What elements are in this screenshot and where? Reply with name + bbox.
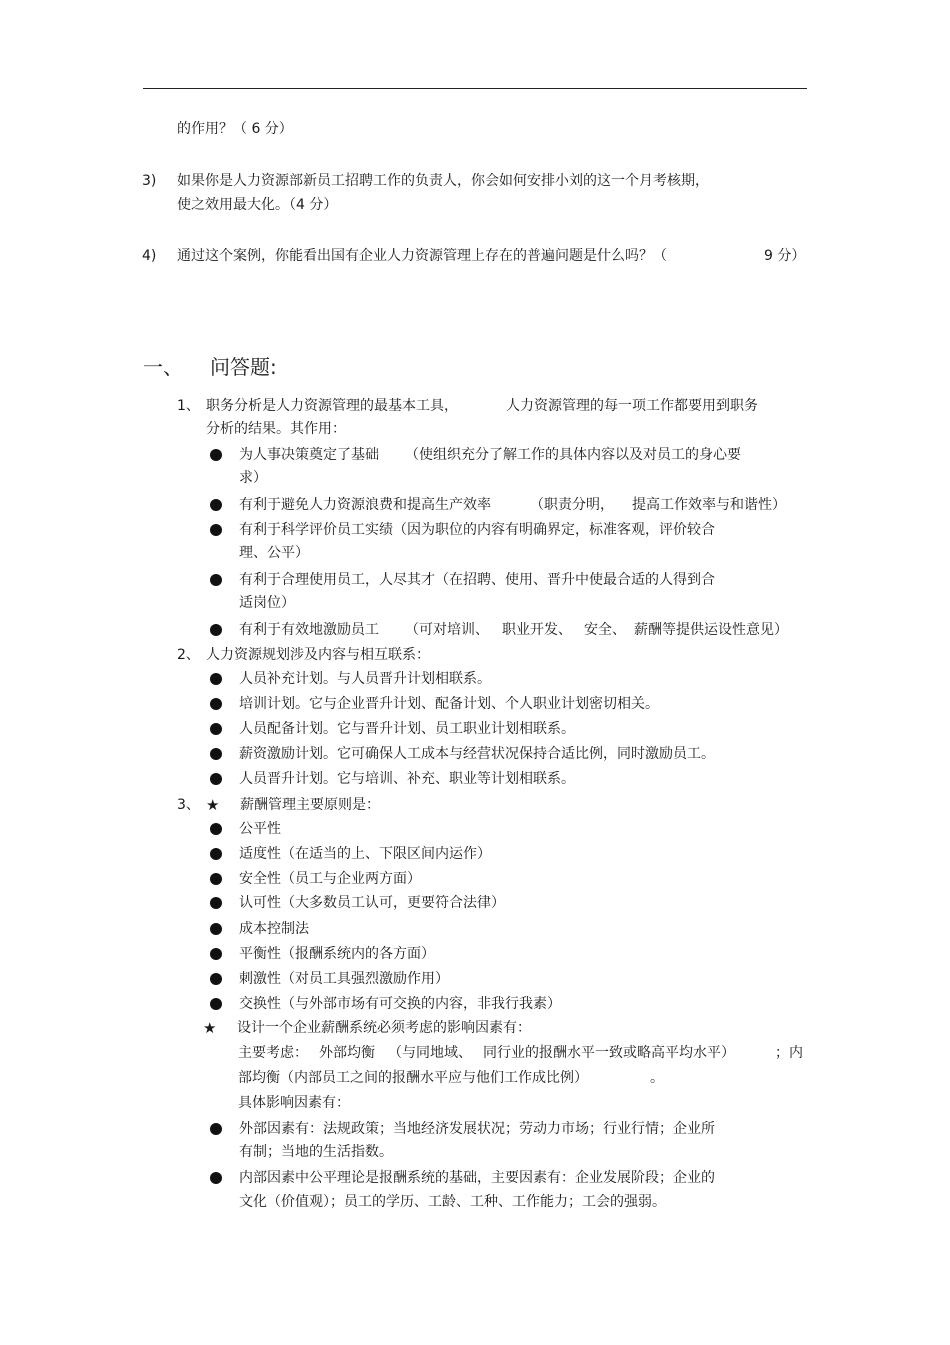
list-item: 安全性（员工与企业两方面） <box>239 871 421 887</box>
item1-b2c: 提高工作效率与和谐性） <box>632 497 786 513</box>
main-consider-e: ；内 <box>775 1045 803 1061</box>
external-factors-line2: 有制；当地的生活指数。 <box>239 1144 393 1160</box>
item1-b1b: （使组织充分了解工作的具体内容以及对员工的身心要 <box>405 447 741 463</box>
main-consider-d: 同行业的报酬水平一致或略高平均水平） <box>483 1045 735 1061</box>
internal-factors-line1: 内部因素中公平理论是报酬系统的基础，主要因素有：企业发展阶段；企业的 <box>239 1170 715 1186</box>
bullet-icon <box>208 719 222 739</box>
item1-b4b: 适岗位） <box>239 595 295 611</box>
list-item: 薪资激励计划。它可确保人工成本与经营状况保持合适比例，同时激励员工。 <box>239 746 715 762</box>
list-item: 交换性（与外部市场有可交换的内容，非我行我素） <box>239 996 561 1012</box>
item1-b2a: 有利于避免人力资源浪费和提高生产效率 <box>239 497 491 513</box>
list-item: 认可性（大多数员工认可，更要符合法律） <box>239 895 505 911</box>
bullet-icon <box>208 669 222 689</box>
bullet-icon <box>208 893 222 913</box>
list-item: 公平性 <box>239 821 281 837</box>
bullet-icon <box>208 919 222 939</box>
list-item: 成本控制法 <box>239 921 309 937</box>
bullet-icon <box>208 869 222 889</box>
bullet-icon <box>208 570 222 590</box>
bullet-icon <box>208 495 222 515</box>
main-consider-line2-end: 。 <box>650 1070 664 1086</box>
bullet-icon <box>208 694 222 714</box>
star-icon: ★ <box>206 796 220 814</box>
bullet-icon <box>208 1119 222 1139</box>
item3-title: 薪酬管理主要原则是： <box>240 797 380 813</box>
q3-line2: 使之效用最大化。（4 分） <box>177 197 338 213</box>
q4-line1: 通过这个案例，你能看出国有企业人力资源管理上存在的普遍问题是什么吗？（ <box>177 248 667 264</box>
item1-b5a: 有利于有效地激励员工 <box>239 622 379 638</box>
bullet-icon <box>208 744 222 764</box>
internal-factors-line2: 文化（价值观）；员工的学历、工龄、工种、工作能力；工会的强弱。 <box>239 1194 666 1210</box>
item1-b2b: （职责分明， <box>530 497 614 513</box>
bullet-icon <box>208 994 222 1014</box>
section-number: 一、 <box>143 355 183 379</box>
bullet-icon <box>208 769 222 789</box>
item1-b1a: 为人事决策奠定了基础 <box>239 447 379 463</box>
star-icon: ★ <box>203 1019 217 1037</box>
item1-number: 1、 <box>177 398 200 414</box>
header-rule <box>143 88 807 89</box>
item1-b5b: （可对培训、 <box>405 622 489 638</box>
q4-score: 9 分） <box>764 248 806 264</box>
list-item: 人员晋升计划。它与培训、补充、职业等计划相联系。 <box>239 771 575 787</box>
bullet-icon <box>208 944 222 964</box>
q2-tail: 的作用？（ 6 分） <box>177 121 293 137</box>
main-consider-label: 主要考虑： <box>238 1045 308 1061</box>
bullet-icon <box>208 1168 222 1188</box>
q4-number: 4) <box>142 248 157 264</box>
list-item: 平衡性（报酬系统内的各方面） <box>239 946 435 962</box>
list-item: 培训计划。它与企业晋升计划、配备计划、个人职业计划密切相关。 <box>239 696 659 712</box>
item1-b3b: 理、公平） <box>239 545 309 561</box>
item1-b1c: 求） <box>239 470 267 486</box>
list-item: 人员配备计划。它与晋升计划、员工职业计划相联系。 <box>239 721 575 737</box>
item1-b5e: 薪酬等提供运设性意见） <box>634 622 788 638</box>
list-item: 刺激性（对员工具强烈激励作用） <box>239 971 449 987</box>
q3-number: 3) <box>142 173 157 189</box>
item1-b5c: 职业开发、 <box>502 622 572 638</box>
external-factors-line1: 外部因素有：法规政策；当地经济发展状况；劳动力市场；行业行情；企业所 <box>239 1121 715 1137</box>
item1-b3a: 有利于科学评价员工实绩（因为职位的内容有明确界定，标准客观，评价较合 <box>239 522 715 538</box>
item2-title: 人力资源规划涉及内容与相互联系： <box>206 647 430 663</box>
bullet-icon <box>208 520 222 540</box>
main-consider-c: （与同地域、 <box>388 1045 472 1061</box>
q3-line1: 如果你是人力资源部新员工招聘工作的负责人，你会如何安排小刘的这一个月考核期， <box>177 173 709 189</box>
section-title: 问答题: <box>210 355 277 379</box>
main-consider-b: 外部均衡 <box>319 1045 375 1061</box>
bullet-icon <box>208 844 222 864</box>
item1-b4a: 有利于合理使用员工，人尽其才（在招聘、使用、晋升中使最合适的人得到合 <box>239 572 715 588</box>
item1-line2: 分析的结果。其作用： <box>206 421 346 437</box>
bullet-icon <box>208 620 222 640</box>
item1-line1a: 职务分析是人力资源管理的最基本工具， <box>206 398 458 414</box>
bullet-icon <box>208 819 222 839</box>
item1-b5d: 安全、 <box>584 622 626 638</box>
bullet-icon <box>208 445 222 465</box>
main-consider-line2: 部均衡（内部员工之间的报酬水平应与他们工作成比例） <box>238 1070 588 1086</box>
specific-factors-label: 具体影响因素有： <box>238 1095 350 1111</box>
item1-line1b: 人力资源管理的每一项工作都要用到职务 <box>506 398 758 414</box>
bullet-icon <box>208 969 222 989</box>
list-item: 人员补充计划。与人员晋升计划相联系。 <box>239 671 491 687</box>
item2-number: 2、 <box>177 647 200 663</box>
list-item: 适度性（在适当的上、下限区间内运作） <box>239 846 491 862</box>
item3-star2-title: 设计一个企业薪酬系统必须考虑的影响因素有： <box>237 1020 531 1036</box>
item3-number: 3、 <box>177 797 200 813</box>
